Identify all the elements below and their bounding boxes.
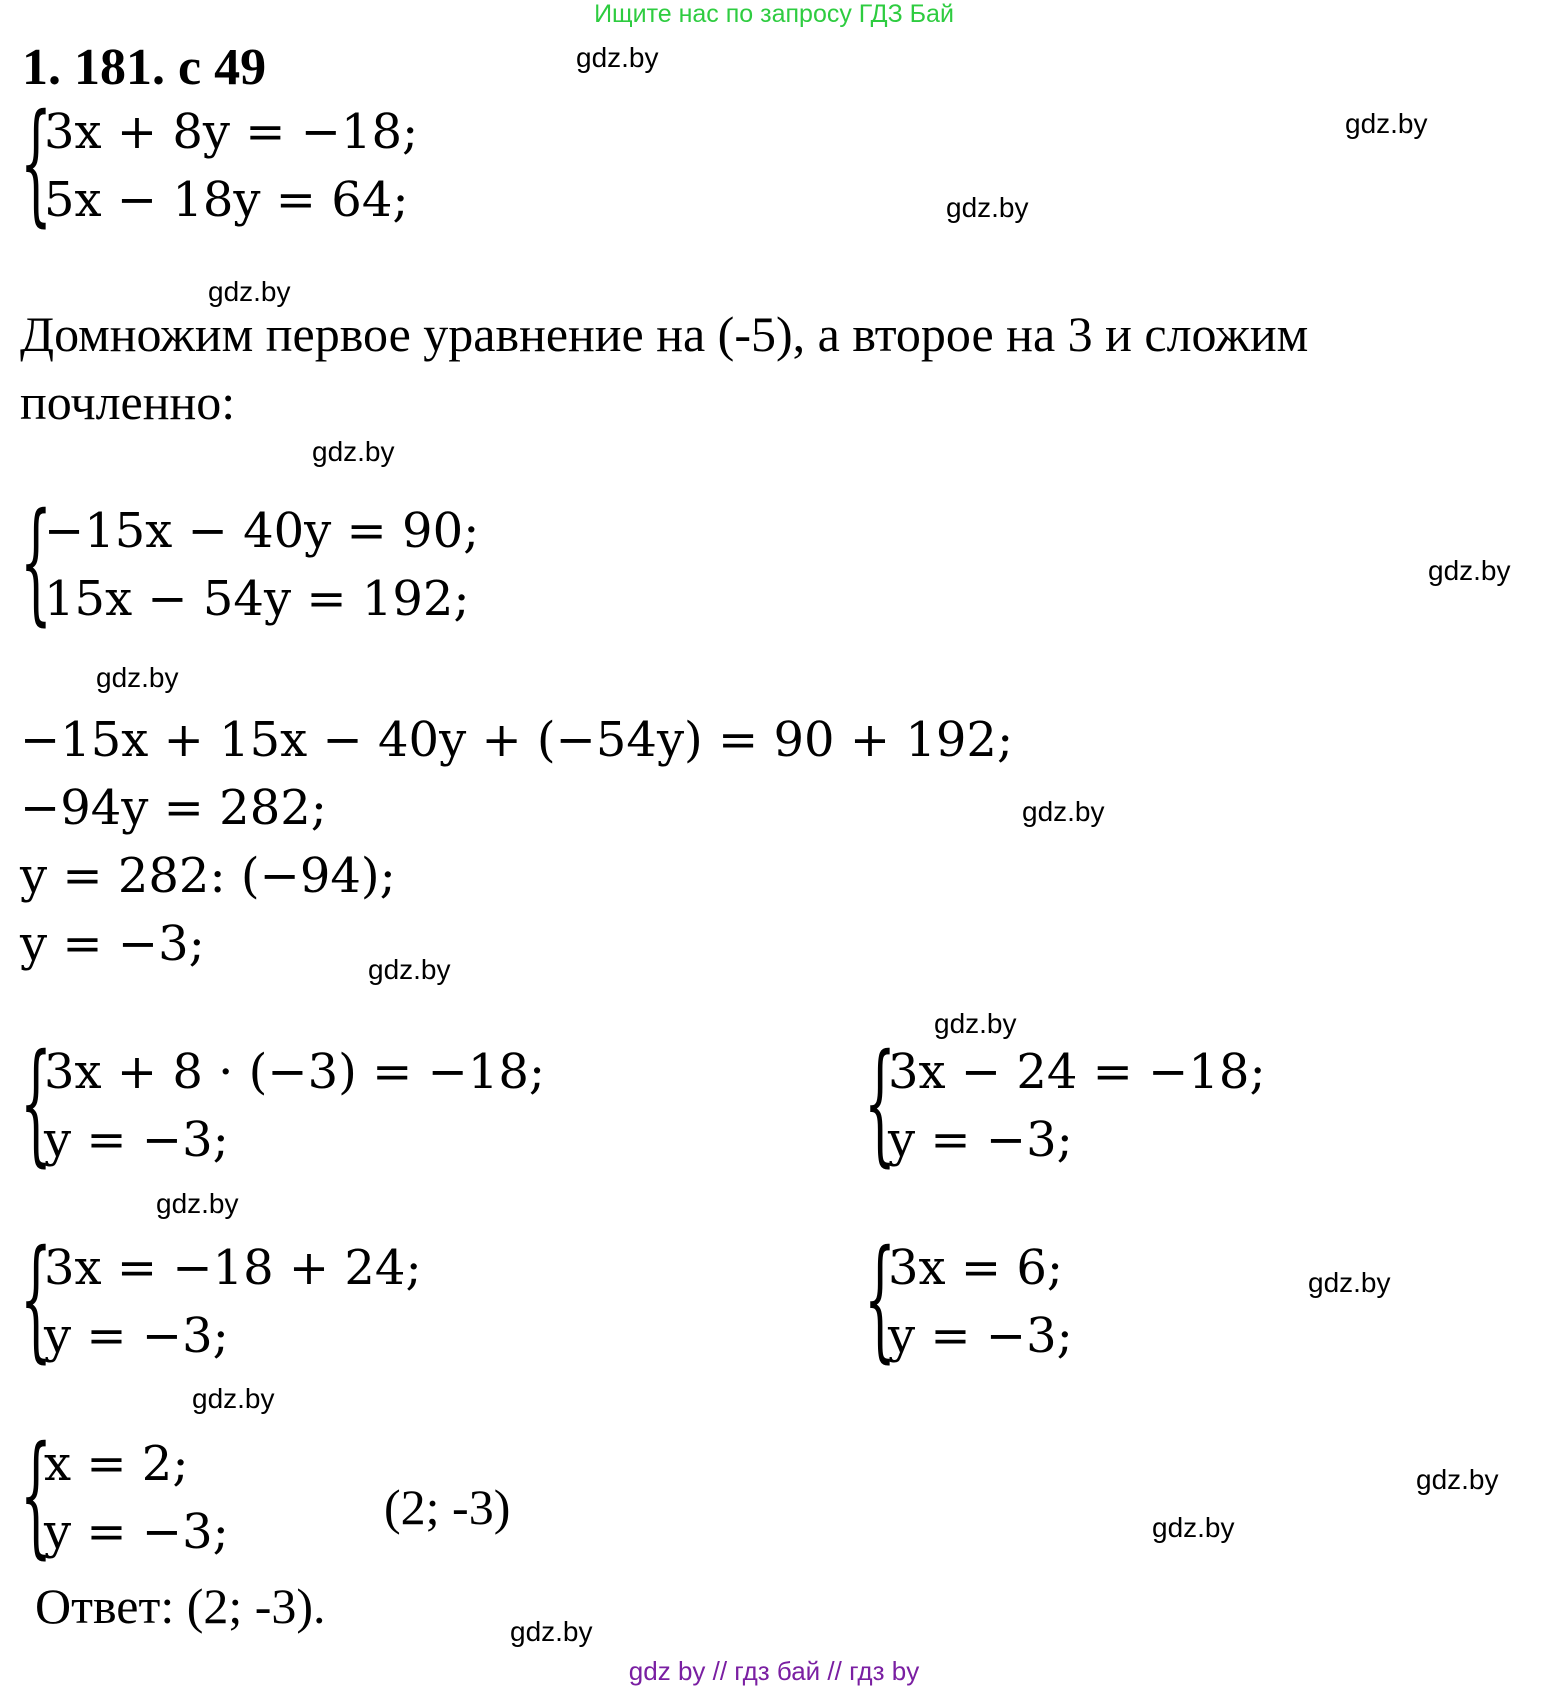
- equation-line: 3x = −18 + 24;: [44, 1240, 422, 1296]
- equation-system-reduced: [864, 1222, 1073, 1376]
- equation-line: y = −3;: [44, 1308, 229, 1364]
- watermark: gdz.by: [368, 954, 451, 985]
- equation-line: 3x = 6;: [888, 1240, 1064, 1296]
- watermark: gdz.by: [510, 1616, 593, 1647]
- equation-system-simplified: [864, 1026, 1266, 1180]
- equation-line: −15x − 40y = 90;: [44, 503, 480, 559]
- equation-line: 3x − 24 = −18;: [888, 1044, 1266, 1100]
- brace-symbol: {: [20, 485, 52, 639]
- solution-pair: (2; -3): [384, 1479, 511, 1535]
- step-line: y = −3;: [20, 916, 205, 972]
- watermark: gdz.by: [1428, 555, 1511, 586]
- watermark: gdz.by: [208, 276, 291, 307]
- watermark: gdz.by: [946, 192, 1029, 223]
- brace-symbol: {: [864, 1222, 896, 1376]
- equation-line: 5x − 18y = 64;: [44, 172, 409, 228]
- watermark: gdz.by: [1152, 1512, 1235, 1543]
- equation-line: y = −3;: [888, 1112, 1073, 1168]
- step-line: −94y = 282;: [20, 780, 327, 836]
- step-line: y = 282: (−94);: [20, 848, 396, 904]
- equation-line: y = −3;: [44, 1112, 229, 1168]
- brace-symbol: {: [20, 1418, 52, 1572]
- brace-symbol: {: [20, 1026, 52, 1180]
- exercise-heading: 1. 181. с 49: [22, 39, 267, 96]
- brace-symbol: {: [20, 86, 52, 240]
- footer-links: gdz by // гдз бай // гдз by: [628, 1656, 920, 1686]
- equation-system-isolated: [20, 1222, 422, 1376]
- explanation-paragraph: Домножим первое уравнение на (-5), а второе на 3 и сложим почленно:: [20, 306, 1309, 430]
- search-banner: Ищите нас по запросу ГДЗ Бай: [594, 0, 954, 28]
- equation-line: 3x + 8y = −18;: [44, 104, 419, 160]
- brace-symbol: {: [20, 1222, 52, 1376]
- equation-line: x = 2;: [44, 1436, 189, 1492]
- equation-line: 15x − 54y = 192;: [44, 571, 470, 627]
- equation-system-multiplied: [20, 485, 480, 639]
- equation-system-final: [20, 1418, 229, 1572]
- equation-system-initial: [20, 86, 419, 240]
- equation-line: y = −3;: [888, 1308, 1073, 1364]
- equation-line: 3x + 8 · (−3) = −18;: [44, 1044, 546, 1100]
- answer-line: Ответ: (2; -3).: [35, 1578, 326, 1634]
- step-line: −15x + 15x − 40y + (−54y) = 90 + 192;: [20, 712, 1014, 768]
- watermark: gdz.by: [192, 1383, 275, 1414]
- solution-steps: [20, 706, 1013, 978]
- watermark: gdz.by: [312, 436, 395, 467]
- equation-system-substitution: [20, 1026, 546, 1180]
- watermark: gdz.by: [576, 42, 659, 73]
- brace-symbol: {: [864, 1026, 896, 1180]
- watermark: gdz.by: [156, 1188, 239, 1219]
- watermark: gdz.by: [1416, 1464, 1499, 1495]
- watermark: gdz.by: [96, 662, 179, 693]
- equation-line: y = −3;: [44, 1504, 229, 1560]
- watermark: gdz.by: [1345, 108, 1428, 139]
- watermark: gdz.by: [1022, 796, 1105, 827]
- watermark: gdz.by: [1308, 1267, 1391, 1298]
- watermark: gdz.by: [934, 1008, 1017, 1039]
